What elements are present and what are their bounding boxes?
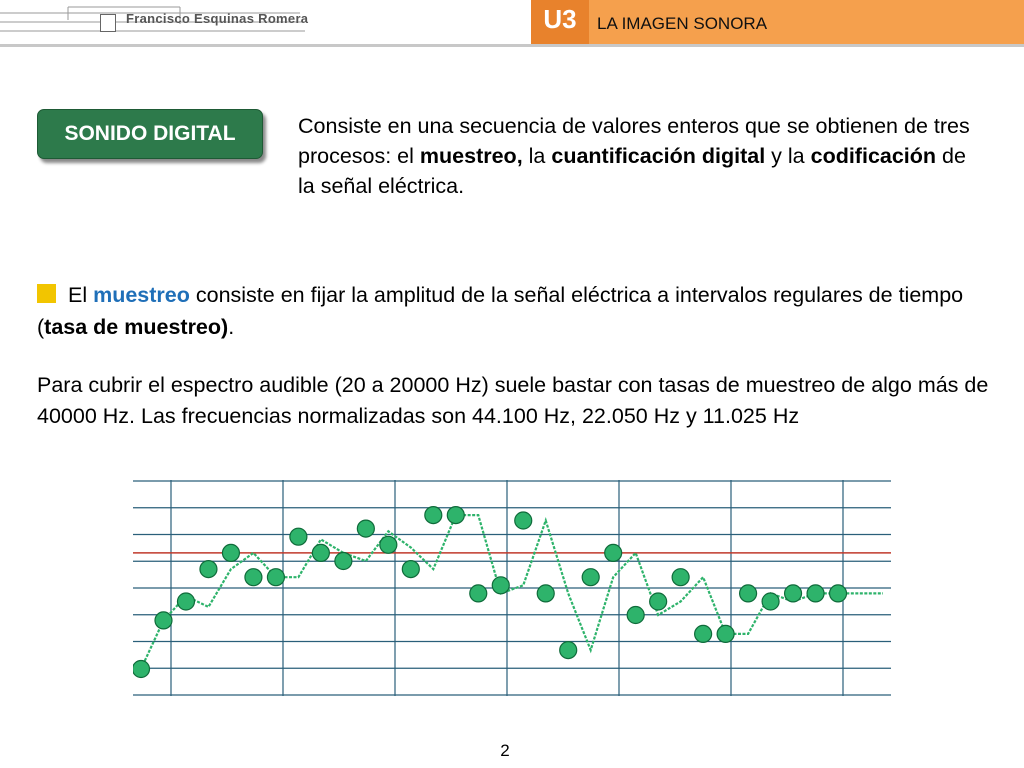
sample-point [582, 569, 599, 586]
sample-point [515, 512, 532, 529]
sample-point [650, 593, 667, 610]
sampling-term-muestreo: muestreo [93, 283, 190, 307]
sampling-chart [133, 480, 891, 696]
sample-point [133, 661, 150, 678]
sample-point [470, 585, 487, 602]
unit-label: U3 [543, 4, 577, 34]
intro-term-cuantificacion: cuantificación digital [551, 144, 766, 168]
sample-point [425, 507, 442, 524]
sampling-text-3: . [228, 315, 235, 339]
sampling-text-1: El [68, 283, 94, 307]
intro-text-4: de la señal eléctrica. [298, 144, 966, 198]
sample-point [627, 607, 644, 624]
sample-point [492, 577, 509, 594]
sample-point [762, 593, 779, 610]
intro-paragraph [298, 111, 988, 201]
author-logo-icon [100, 14, 116, 32]
sample-point [807, 585, 824, 602]
sample-point [717, 625, 734, 642]
sample-point [537, 585, 554, 602]
sample-point [177, 593, 194, 610]
sample-point [605, 544, 622, 561]
sample-point [335, 553, 352, 570]
sample-point [380, 536, 397, 553]
sample-point [672, 569, 689, 586]
spectrum-paragraph: Para cubrir el espectro audible (20 a 20000 Hz) suele bastar con tasas de muestreo de algo más de 40000 Hz. Las frecuencias normalizadas son 44.100 Hz, 22.050 Hz y 11.025 Hz [37, 373, 989, 428]
section-badge [37, 109, 263, 159]
page-number: 2 [500, 741, 510, 760]
section-badge-label: SONIDO DIGITAL [64, 122, 236, 145]
sampling-term-tasa: tasa de muestreo) [44, 315, 229, 339]
sampling-text-2: consiste en fijar la amplitud de la señal eléctrica a intervalos regulares de tiempo ( [37, 283, 964, 339]
intro-term-muestreo: muestreo, [419, 144, 523, 168]
sample-point [200, 561, 217, 578]
sample-point [357, 520, 374, 537]
signal-line [141, 515, 883, 669]
sample-point [695, 625, 712, 642]
sample-point [402, 561, 419, 578]
sample-point [447, 507, 464, 524]
sample-point [222, 544, 239, 561]
sample-point [267, 569, 284, 586]
sample-point [560, 642, 577, 659]
header-bar [589, 0, 1024, 44]
intro-text-3: y la [765, 144, 811, 168]
bullet-square-icon [37, 284, 56, 303]
intro-text-2: la [522, 144, 552, 168]
sample-point [312, 544, 329, 561]
sample-point [740, 585, 757, 602]
intro-term-codificacion: codificación [810, 144, 937, 168]
author-name: Francisco Esquinas Romera [126, 11, 309, 26]
sample-point [155, 612, 172, 629]
sample-point [245, 569, 262, 586]
header-title: LA IMAGEN SONORA [597, 14, 768, 33]
sample-point [785, 585, 802, 602]
sample-point [830, 585, 847, 602]
unit-badge [531, 0, 589, 44]
sample-point [290, 528, 307, 545]
header-divider [0, 44, 1024, 47]
intro-text-1: Consiste en una secuencia de valores enteros que se obtienen de tres procesos: el [298, 114, 970, 168]
sampling-paragraph [37, 279, 997, 343]
